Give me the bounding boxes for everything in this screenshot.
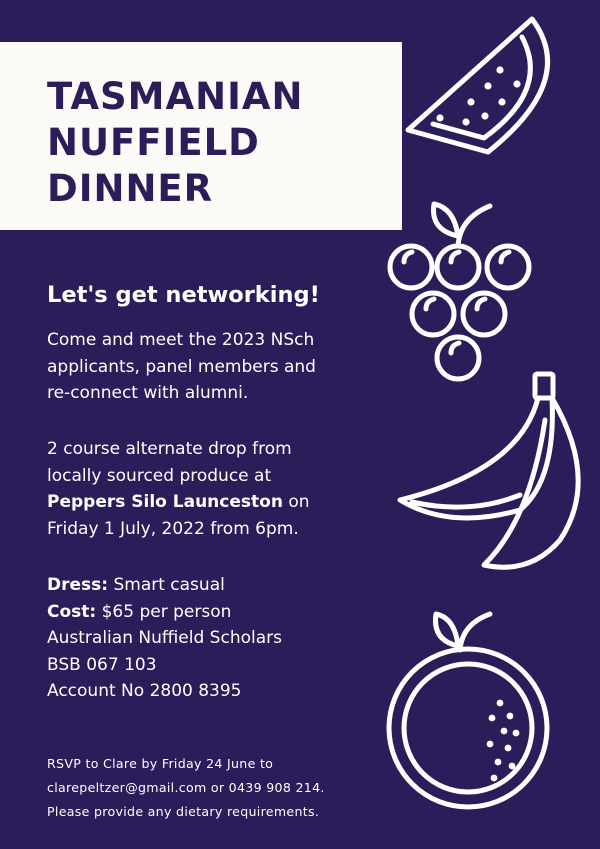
dress-label: Dress: xyxy=(47,575,109,595)
venue-name: Peppers Silo Launceston xyxy=(47,492,283,512)
title-line: TASMANIAN xyxy=(47,75,304,118)
cost-value: $65 per person xyxy=(96,601,232,622)
rsvp-line: Please provide any dietary requirements. xyxy=(47,804,320,819)
dress-value: Smart casual xyxy=(108,575,225,595)
event-line: 2 course alternate drop from xyxy=(47,439,292,459)
title-line: NUFFIELD xyxy=(47,121,260,164)
account-number: Account No 2800 8395 xyxy=(47,681,242,701)
cost-label: Cost: xyxy=(47,601,97,622)
subheading: Let's get networking! xyxy=(47,282,320,308)
bsb: BSB 067 103 xyxy=(47,654,157,675)
event-date: Friday 1 July, 2022 from 6pm. xyxy=(47,518,299,539)
intro-line: re-connect with alumni. xyxy=(47,383,249,403)
venue-suffix: on xyxy=(282,492,310,512)
rsvp-line: clarepeltzer@gmail.com or 0439 908 214. xyxy=(47,780,325,795)
event-line: locally sourced produce at xyxy=(47,465,272,486)
intro-line: Come and meet the 2023 NSch xyxy=(47,330,315,350)
intro-line: applicants, panel members and xyxy=(47,356,316,377)
title-line: DINNER xyxy=(47,167,214,210)
account-name: Australian Nuffield Scholars xyxy=(47,628,282,648)
rsvp-line: RSVP to Clare by Friday 24 June to xyxy=(47,756,274,771)
